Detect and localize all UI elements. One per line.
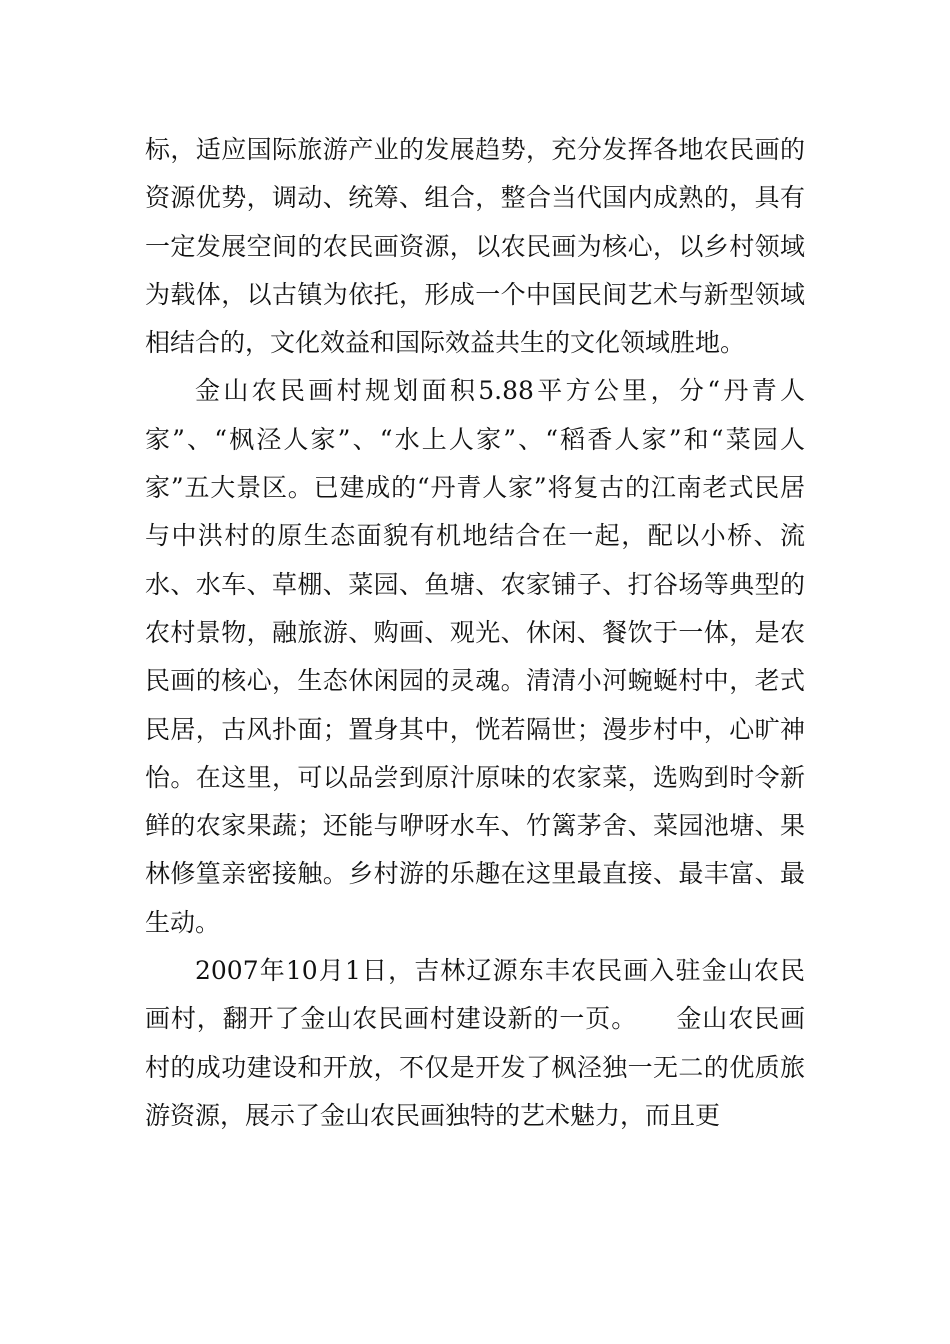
body-text — [145, 126, 805, 1140]
paragraph-1: 标，适应国际旅游产业的发展趋势，充分发挥各地农民画的资源优势，调动、统筹、组合，整合当代国内成熟的，具有一定发展空间的农民画资源，以农民画为核心，以乡村领域为载体，以古镇为依托，形成一个中国民间艺术与新型领域相结合的，文化效益和国际效益共生的文化领域胜地。 — [145, 135, 805, 358]
paragraph-3: 2007年10月1日，吉林辽源东丰农民画入驻金山农民画村，翻开了金山农民画村建设新的一页。 金山农民画村的成功建设和开放，不仅是开发了枫泾独一无二的优质旅游资源，展示了金山农民画独特的艺术魅力，而且更 — [145, 956, 805, 1130]
paragraph-2: 金山农民画村规划面积5.88平方公里，分“丹青人家”、“枫泾人家”、“水上人家”、“稻香人家”和“菜园人家”五大景区。已建成的“丹青人家”将复古的江南老式民居与中洪村的原生态面貌有机地结合在一起，配以小桥、流水、水车、草棚、菜园、鱼塘、农家铺子、打谷场等典型的农村景物，融旅游、购画、观光、休闲、餐饮于一体，是农民画的核心，生态休闲园的灵魂。清清小河蜿蜒村中，老式民居，古风扑面；置身其中，恍若隔世；漫步村中，心旷神怡。在这里，可以品尝到原汁原味的农家菜，选购到时令新鲜的农家果蔬；还能与咿呀水车、竹篱茅舍、菜园池塘、果林修篁亲密接触。乡村游的乐趣在这里最直接、最丰富、最生动。 — [145, 376, 805, 937]
